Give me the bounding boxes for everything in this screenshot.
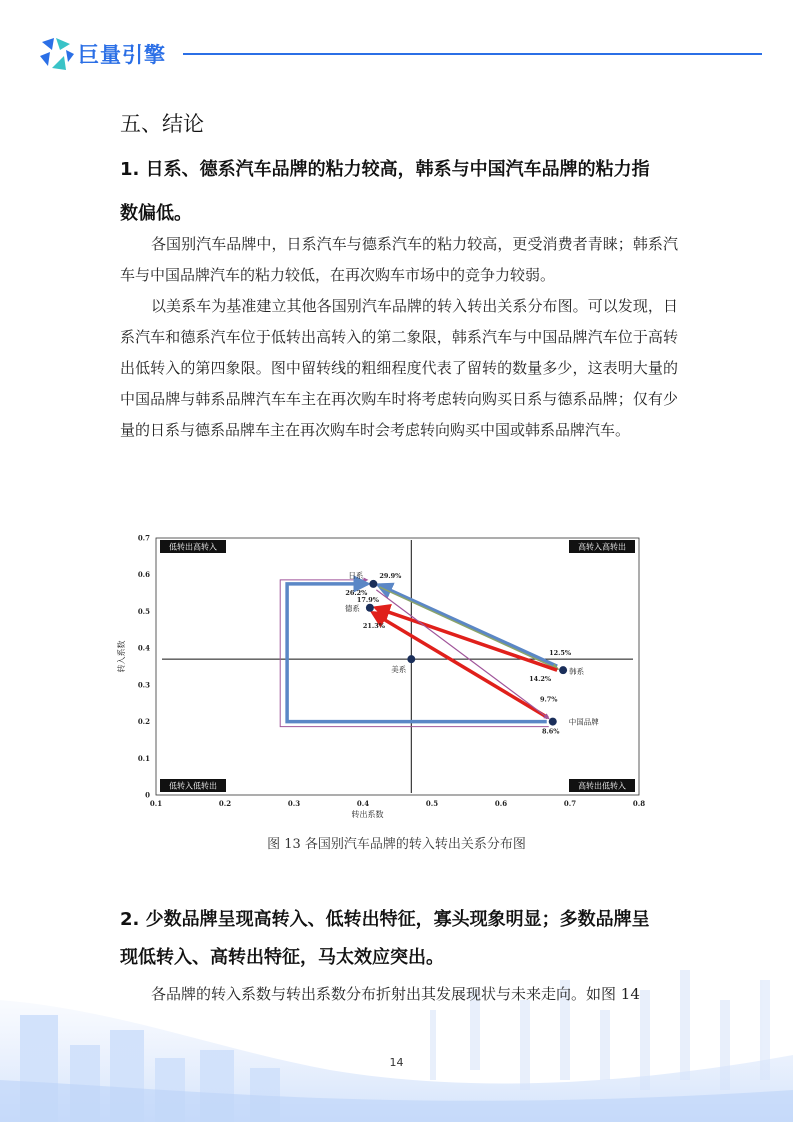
header-divider xyxy=(183,53,762,55)
y-axis-label: 转入系数 xyxy=(117,640,126,673)
point-label: 韩系 xyxy=(569,667,585,677)
x-tick-label: 0.8 xyxy=(632,799,646,808)
x-tick-label: 0.7 xyxy=(563,799,577,808)
data-point xyxy=(369,580,377,588)
data-point xyxy=(549,718,557,726)
y-tick-label: 0.3 xyxy=(137,680,150,690)
y-tick-label: 0.1 xyxy=(137,753,150,763)
data-point xyxy=(366,604,374,612)
flow-korean-to-german xyxy=(376,608,557,670)
y-tick-label: 0.7 xyxy=(137,533,150,543)
data-point xyxy=(407,655,415,663)
quadrant-label: 低转出高转入 xyxy=(169,542,217,552)
y-tick-label: 0.5 xyxy=(137,606,150,616)
flow-korean-to-japanese xyxy=(378,585,557,666)
x-tick-label: 0.1 xyxy=(149,799,163,808)
subheading-1-line-2: 数偏低。 xyxy=(120,203,192,224)
paragraph-2: 以美系车为基准建立其他各国别汽车品牌的转入转出关系分布图。可以发现，日系汽车和德系汽车位于低转出高转入的第二象限，韩系汽车与中国品牌汽车位于高转出低转入的第四象限。图中留转线的粗细程度代表了留转的数量多少，这表明大量的中国品牌与韩系品牌汽车车主在再次购车时将考虑转向购买日系与德系品牌；仅有少量的日系与德系品牌车主在再次购车时会考虑转向购买中国或韩系品牌汽车。 xyxy=(120,297,678,439)
flow-percent-label: 26.2% xyxy=(345,588,368,597)
quadrant-label: 高转入高转出 xyxy=(578,542,626,552)
y-tick-label: 0.4 xyxy=(137,643,150,653)
x-tick-label: 0.2 xyxy=(218,799,232,808)
y-tick-label: 0 xyxy=(145,790,150,800)
paragraph-3: 各品牌的转入系数与转出系数分布折射出其发展现状与未来走向。如图 14 xyxy=(151,985,640,1003)
data-point xyxy=(559,666,567,674)
x-tick-label: 0.3 xyxy=(287,799,301,808)
x-tick-label: 0.4 xyxy=(356,799,370,808)
flow-japanese-to-chinese xyxy=(376,590,548,719)
paragraph-1: 各国别汽车品牌中，日系汽车与德系汽车的粘力较高，更受消费者青睐；韩系汽车与中国品牌汽车的粘力较低，在再次购车市场中的竞争力较弱。 xyxy=(120,235,678,284)
flow-percent-label: 29.9% xyxy=(379,571,402,580)
figure-caption: 图 13 各国别汽车品牌的转入转出关系分布图 xyxy=(267,837,526,852)
flow-percent-label: 17.9% xyxy=(356,595,379,604)
flow-percent-label: 14.2% xyxy=(529,675,552,684)
quadrant-label: 低转入低转出 xyxy=(169,781,217,791)
point-label: 日系 xyxy=(348,570,364,580)
brand-name: 巨量引擎 xyxy=(78,43,166,67)
y-tick-label: 0.2 xyxy=(137,717,150,727)
x-axis-label: 转出系数 xyxy=(351,810,384,819)
subheading-2-line-1: 2. 少数品牌呈现高转入、低转出特征，寡头现象明显；多数品牌呈 xyxy=(120,909,650,930)
page-number: 14 xyxy=(389,1056,404,1069)
flow-percent-label: 21.3% xyxy=(362,621,385,630)
x-tick-label: 0.5 xyxy=(425,799,439,808)
subheading-1-line-1: 1. 日系、德系汽车品牌的粘力较高，韩系与中国汽车品牌的粘力指 xyxy=(120,159,650,180)
brand-logo xyxy=(36,36,172,72)
quadrant-label: 高转出低转入 xyxy=(578,781,626,791)
point-label: 美系 xyxy=(391,665,407,675)
x-tick-label: 0.6 xyxy=(494,799,508,808)
flow-japanese-to-korean xyxy=(379,587,558,669)
flow-percent-label: 12.5% xyxy=(549,649,572,658)
logo-icon xyxy=(36,36,76,72)
flow-percent-label: 8.6% xyxy=(542,727,560,736)
y-tick-label: 0.6 xyxy=(137,570,150,580)
point-label: 中国品牌 xyxy=(568,717,599,727)
transfer-distribution-chart xyxy=(112,524,652,824)
point-label: 德系 xyxy=(344,603,360,613)
flow-percent-label: 9.7% xyxy=(540,695,558,704)
section-title: 五、结论 xyxy=(120,112,204,136)
subheading-2-line-2: 现低转入、高转出特征，马太效应突出。 xyxy=(120,947,444,968)
